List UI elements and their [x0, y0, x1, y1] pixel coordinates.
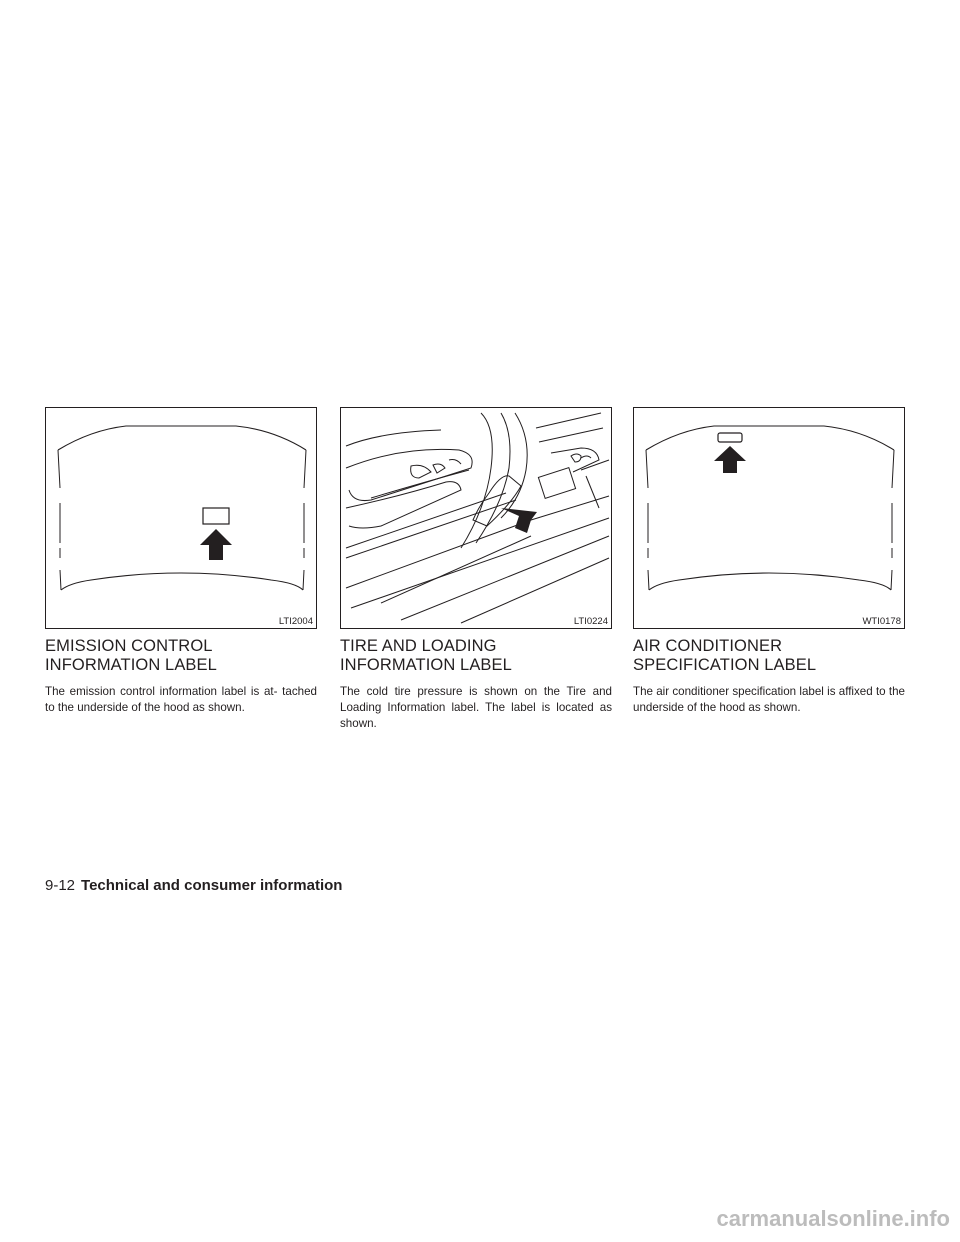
air-conditioner-section [633, 407, 905, 716]
label-location-box [203, 508, 229, 524]
hood-underside-illustration [46, 408, 316, 628]
emission-label-figure [45, 407, 317, 629]
door-pillar-illustration [341, 408, 611, 628]
figure-code: WTI0178 [862, 616, 901, 627]
section-heading: TIRE AND LOADING INFORMATION LABEL [340, 637, 512, 674]
section-body: The emission control information label is at- tached to the underside of the hood as shown. [45, 685, 317, 714]
tire-loading-section [340, 407, 612, 732]
section-body: The air conditioner specification label is affixed to the underside of the hood as shown. [633, 685, 905, 714]
label-location-box [718, 433, 742, 442]
ac-label-figure [633, 407, 905, 629]
tire-label-figure [340, 407, 612, 629]
hood-underside-illustration [634, 408, 904, 628]
emission-control-section [45, 407, 317, 716]
section-body: The cold tire pressure is shown on the Tire and Loading Information label. The label is located as shown. [340, 685, 612, 730]
figure-code: LTI0224 [573, 616, 608, 627]
section-heading: EMISSION CONTROL INFORMATION LABEL [45, 637, 217, 674]
watermark: carmanualsonline.info [716, 1206, 950, 1231]
page-number: 9-12 [45, 877, 76, 894]
section-heading: AIR CONDITIONER SPECIFICATION LABEL [633, 637, 817, 674]
figure-code: LTI2004 [278, 616, 313, 627]
chapter-title: Technical and consumer information [81, 877, 343, 894]
page-footer [45, 877, 342, 895]
arrow-up-icon [200, 529, 232, 560]
arrow-up-icon [714, 446, 746, 473]
